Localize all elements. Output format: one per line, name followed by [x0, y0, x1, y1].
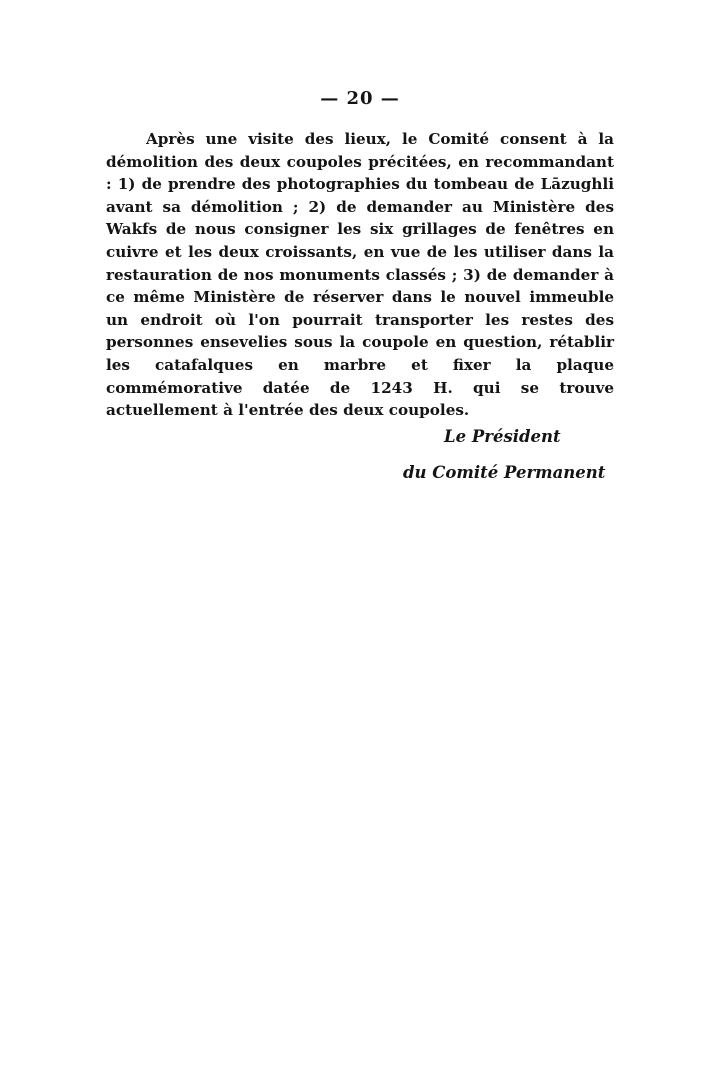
body-paragraph: Après une visite des lieux, le Comité consent à la démolition des deux coupoles précitées, en recommandant : 1) de prendre des photographies du tombeau de Lāzughli avant sa démolition ; 2) de demander au Ministère des Wakfs de nous consigner les six grillages de fenêtres en cuivre et les deux croissants, en vue de les utiliser dans la restauration de nos monuments classés ; 3) de demander à ce même Ministère de réserver dans le nouvel immeuble un endroit où l'on pourrait transporter les restes des personnes ensevelies sous la coupole en question, rétablir les catafalques en marbre et fixer la plaque commémorative datée de 1243 H. qui se trouve actuellement à l'entrée des deux coupoles.: [106, 130, 614, 420]
signature-body: du Comité Permanent: [403, 463, 606, 482]
page-number: — 20 —: [320, 88, 400, 109]
signature-title: Le Président: [444, 427, 561, 446]
